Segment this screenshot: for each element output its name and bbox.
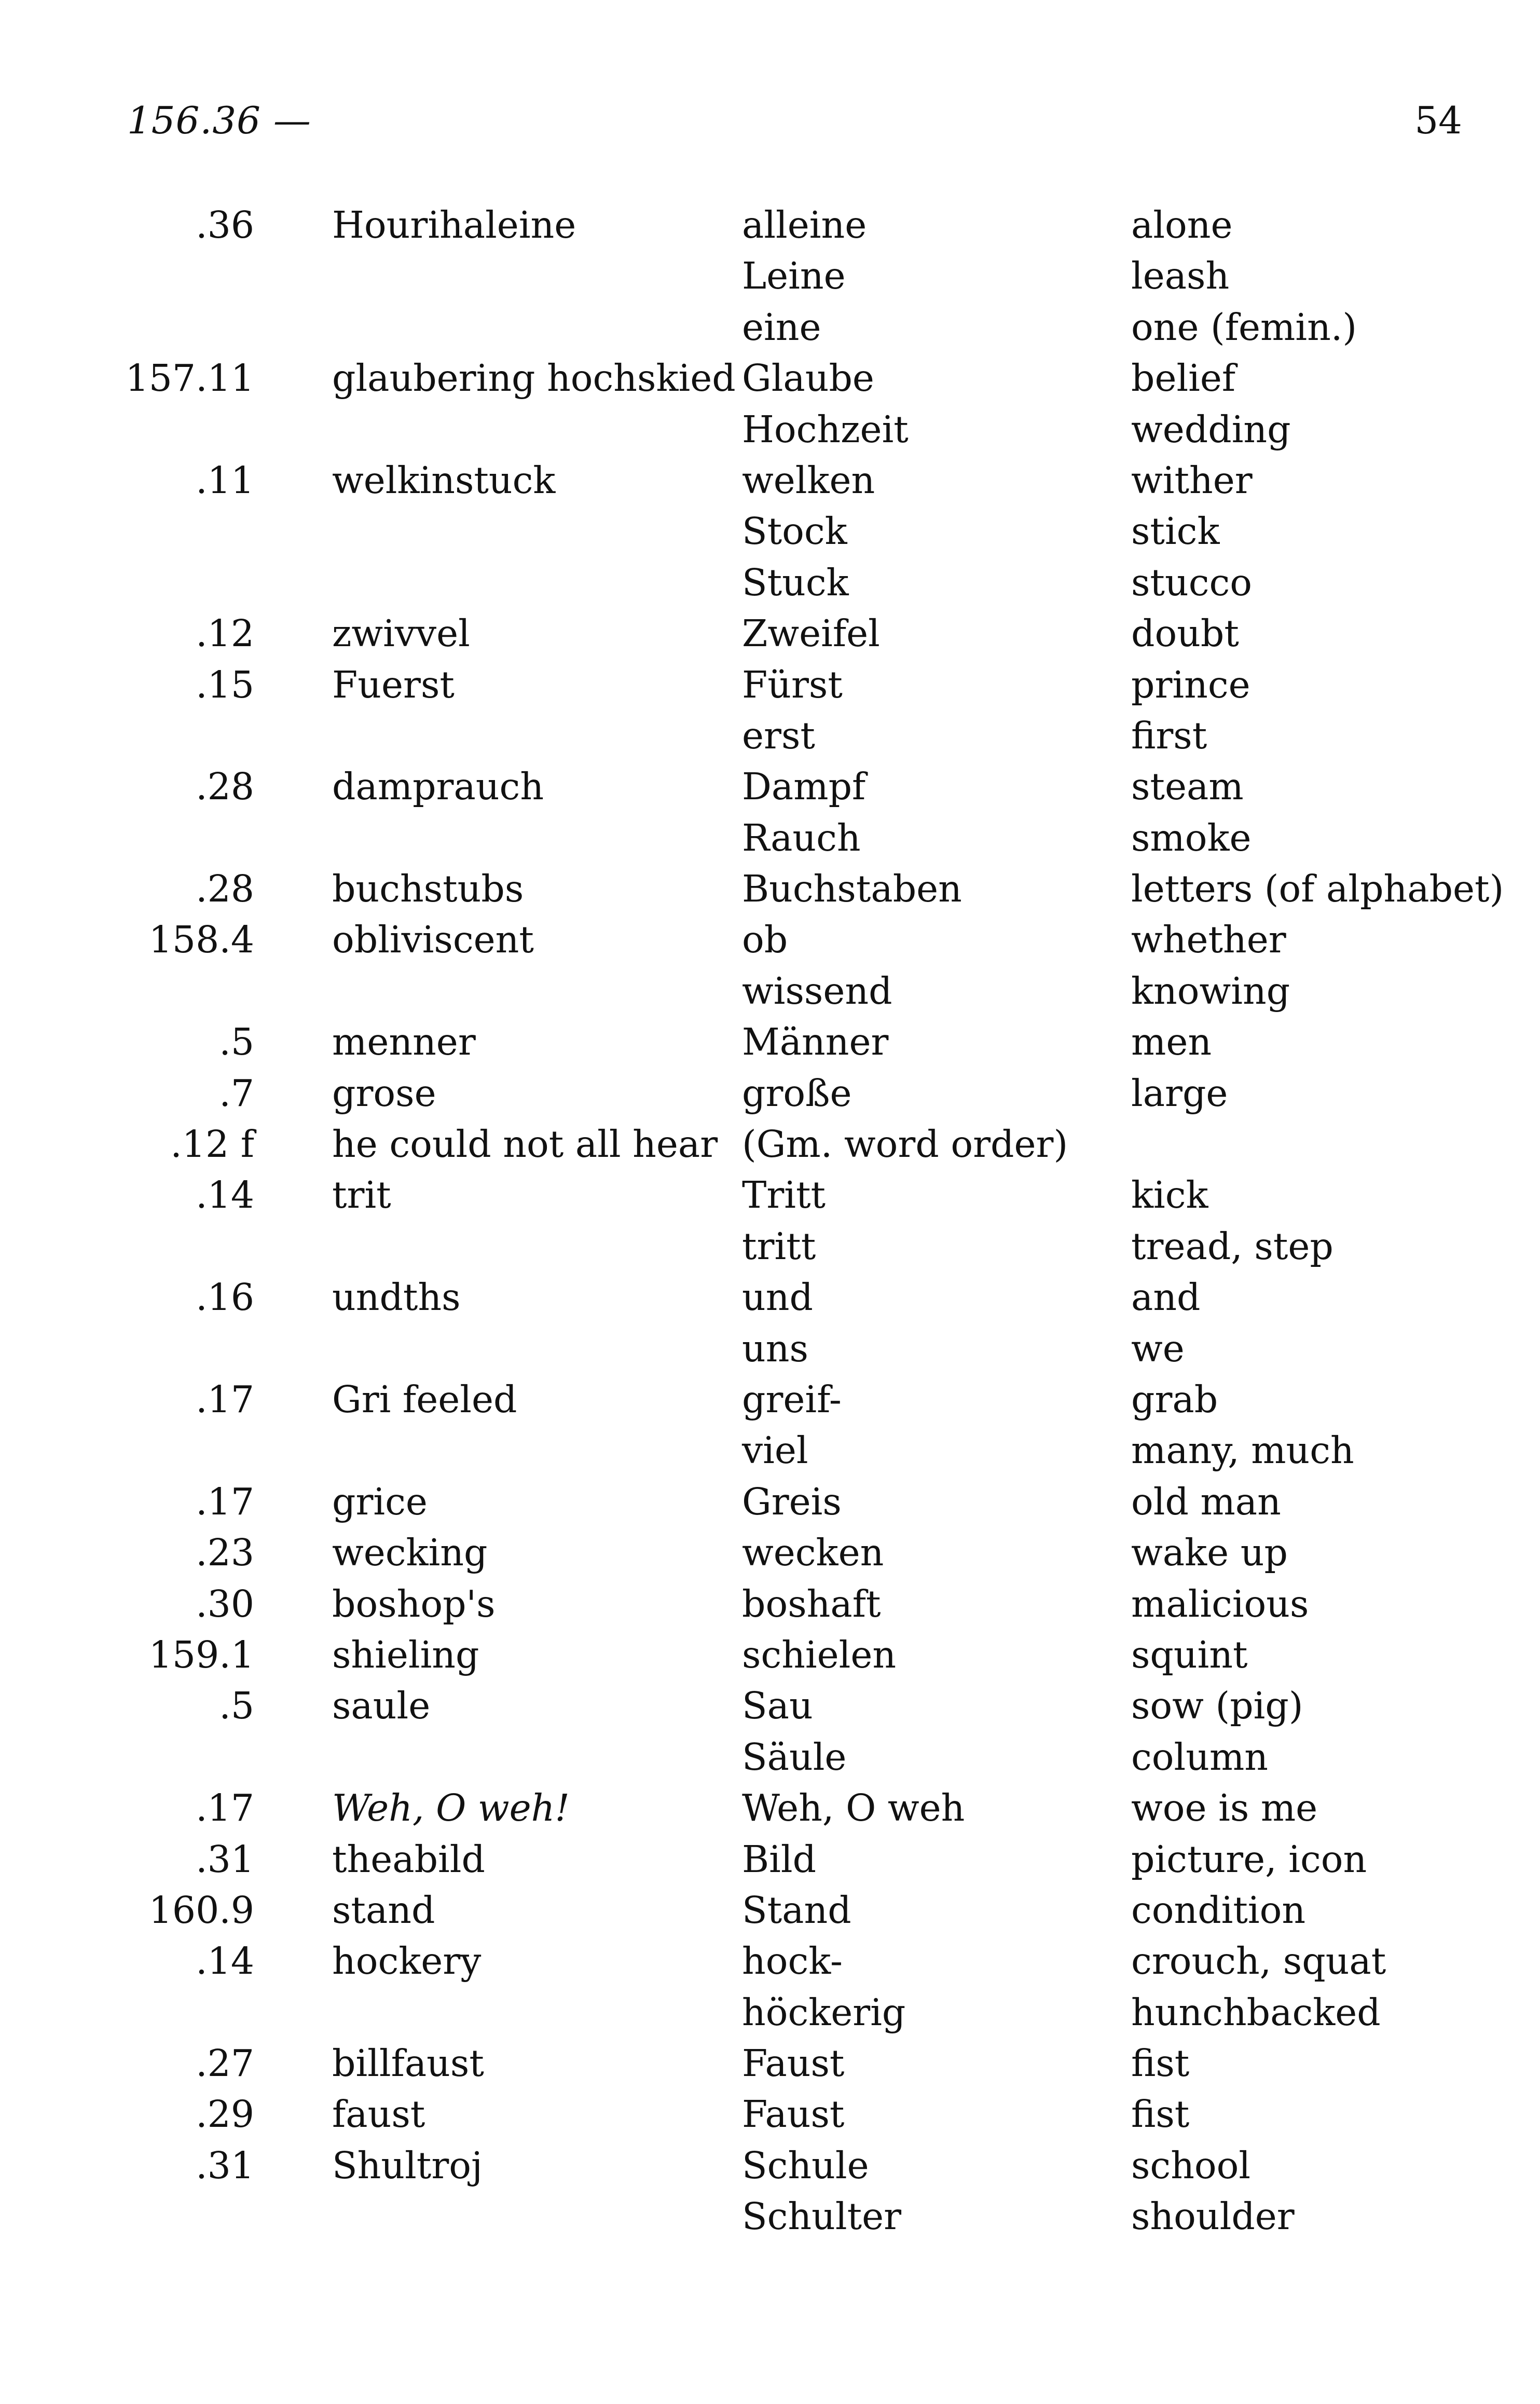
german-word: wecken xyxy=(742,1531,884,1575)
english-gloss: knowing xyxy=(1131,969,1290,1013)
german-word: erst xyxy=(742,714,815,757)
glossary-row xyxy=(0,1119,1540,1170)
english-gloss: stucco xyxy=(1131,561,1252,604)
german-word: Faust xyxy=(742,2042,845,2085)
glossary-row xyxy=(0,353,1540,404)
glossary-row xyxy=(0,711,1540,761)
wake-word: Weh, O weh! xyxy=(332,1786,570,1830)
english-gloss: school xyxy=(1131,2143,1251,2187)
glossary-row xyxy=(0,1425,1540,1476)
german-word: wissend xyxy=(742,969,892,1013)
german-word: boshaft xyxy=(742,1582,881,1626)
german-word: Hochzeit xyxy=(742,407,909,451)
german-word: welken xyxy=(742,458,875,502)
english-gloss: belief xyxy=(1131,357,1236,400)
glossary-table xyxy=(0,200,1540,2243)
english-gloss: wedding xyxy=(1131,407,1291,451)
english-gloss: kick xyxy=(1131,1173,1208,1217)
german-word: uns xyxy=(742,1327,808,1370)
line-reference: .28 xyxy=(196,867,254,911)
wake-word: buchstubs xyxy=(332,867,524,911)
english-gloss: hunchbacked xyxy=(1131,1990,1381,2034)
english-gloss: column xyxy=(1131,1735,1268,1779)
wake-word: trit xyxy=(332,1173,391,1217)
line-reference: .29 xyxy=(196,2093,254,2136)
english-gloss: squint xyxy=(1131,1633,1248,1676)
wake-word: wecking xyxy=(332,1531,488,1575)
glossary-row xyxy=(0,251,1540,302)
german-word: ob xyxy=(742,918,788,962)
line-reference: .11 xyxy=(196,458,254,502)
line-reference: .16 xyxy=(196,1276,254,1319)
glossary-row xyxy=(0,1885,1540,1936)
english-gloss: sow (pig) xyxy=(1131,1684,1303,1728)
german-word: Bild xyxy=(742,1837,817,1881)
glossary-row xyxy=(0,302,1540,353)
glossary-row xyxy=(0,200,1540,251)
wake-word: glaubering hochskied xyxy=(332,357,736,400)
english-gloss: woe is me xyxy=(1131,1786,1318,1830)
english-gloss: shoulder xyxy=(1131,2195,1295,2238)
wake-word: saule xyxy=(332,1684,431,1728)
english-gloss: condition xyxy=(1131,1888,1306,1932)
german-word: eine xyxy=(742,305,821,349)
german-word: Stock xyxy=(742,510,847,553)
english-gloss: malicious xyxy=(1131,1582,1309,1626)
glossary-row xyxy=(0,2140,1540,2191)
glossary-row xyxy=(0,1732,1540,1783)
german-word: Schule xyxy=(742,2143,869,2187)
english-gloss: whether xyxy=(1131,918,1286,962)
line-reference: .5 xyxy=(219,1020,254,1064)
glossary-row xyxy=(0,761,1540,812)
glossary-row xyxy=(0,813,1540,864)
glossary-row xyxy=(0,557,1540,608)
english-gloss: wither xyxy=(1131,458,1253,502)
german-word: Zweifel xyxy=(742,612,880,655)
glossary-row xyxy=(0,864,1540,914)
german-word: Glaube xyxy=(742,357,874,400)
wake-word: zwivvel xyxy=(332,612,470,655)
glossary-row xyxy=(0,1068,1540,1119)
german-word: Dampf xyxy=(742,765,866,809)
glossary-row xyxy=(0,1579,1540,1630)
glossary-row xyxy=(0,2089,1540,2140)
wake-word: Shultroj xyxy=(332,2143,483,2187)
wake-word: Hourihaleine xyxy=(332,203,576,247)
line-reference: .7 xyxy=(219,1071,254,1115)
english-gloss: fist xyxy=(1131,2093,1190,2136)
line-reference: .12 xyxy=(196,612,254,655)
wake-word: faust xyxy=(332,2093,425,2136)
english-gloss: large xyxy=(1131,1071,1228,1115)
german-word: viel xyxy=(742,1429,808,1472)
line-reference: .17 xyxy=(196,1377,254,1421)
wake-word: Gri feeled xyxy=(332,1377,517,1421)
line-reference: .14 xyxy=(196,1939,254,1983)
german-word: Leine xyxy=(742,254,846,298)
glossary-row xyxy=(0,1681,1540,1731)
english-gloss: fist xyxy=(1131,2042,1190,2085)
line-reference: 160.9 xyxy=(148,1888,254,1932)
english-gloss: stick xyxy=(1131,510,1220,553)
line-reference: .14 xyxy=(196,1173,254,1217)
glossary-row xyxy=(0,1783,1540,1834)
line-reference: .31 xyxy=(196,2143,254,2187)
english-gloss: men xyxy=(1131,1020,1212,1064)
line-reference: .17 xyxy=(196,1786,254,1830)
wake-word: undths xyxy=(332,1276,461,1319)
glossary-row xyxy=(0,1272,1540,1323)
german-word: Weh, O weh xyxy=(742,1786,965,1830)
line-reference: .28 xyxy=(196,765,254,809)
english-gloss: one (femin.) xyxy=(1131,305,1357,349)
glossary-row xyxy=(0,966,1540,1017)
english-gloss: picture, icon xyxy=(1131,1837,1367,1881)
german-word: Rauch xyxy=(742,816,861,859)
english-gloss: steam xyxy=(1131,765,1244,809)
glossary-row xyxy=(0,2191,1540,2242)
english-gloss: smoke xyxy=(1131,816,1252,859)
glossary-row xyxy=(0,1170,1540,1221)
german-word: Männer xyxy=(742,1020,889,1064)
line-reference: 158.4 xyxy=(148,918,254,962)
line-reference: .23 xyxy=(196,1531,254,1575)
glossary-row xyxy=(0,1527,1540,1578)
english-gloss: grab xyxy=(1131,1377,1218,1421)
wake-word: Fuerst xyxy=(332,663,455,706)
german-word: Buchstaben xyxy=(742,867,962,911)
line-reference: 157.11 xyxy=(125,357,254,400)
wake-word: obliviscent xyxy=(332,918,534,962)
german-word: (Gm. word order) xyxy=(742,1123,1068,1166)
german-word: hock- xyxy=(742,1939,843,1983)
english-gloss: doubt xyxy=(1131,612,1239,655)
line-reference: .5 xyxy=(219,1684,254,1728)
glossary-row xyxy=(0,660,1540,711)
wake-word: damprauch xyxy=(332,765,544,809)
german-word: höckerig xyxy=(742,1990,906,2034)
german-word: Säule xyxy=(742,1735,847,1779)
page-number: 54 xyxy=(1414,99,1462,142)
german-word: schielen xyxy=(742,1633,897,1676)
english-gloss: we xyxy=(1131,1327,1185,1370)
wake-word: grose xyxy=(332,1071,436,1115)
wake-word: billfaust xyxy=(332,2042,484,2085)
english-gloss: wake up xyxy=(1131,1531,1288,1575)
german-word: Stuck xyxy=(742,561,849,604)
english-gloss: alone xyxy=(1131,203,1233,247)
glossary-row xyxy=(0,1374,1540,1425)
german-word: Schulter xyxy=(742,2195,902,2238)
glossary-row xyxy=(0,1221,1540,1272)
line-reference: .12 f xyxy=(170,1123,254,1166)
wake-word: theabild xyxy=(332,1837,485,1881)
wake-word: stand xyxy=(332,1888,435,1932)
english-gloss: old man xyxy=(1131,1480,1281,1523)
line-reference: .27 xyxy=(196,2042,254,2085)
line-reference: .30 xyxy=(196,1582,254,1626)
german-word: Tritt xyxy=(742,1173,826,1217)
german-word: alleine xyxy=(742,203,867,247)
wake-word: boshop's xyxy=(332,1582,496,1626)
glossary-row xyxy=(0,1017,1540,1068)
glossary-row xyxy=(0,2038,1540,2089)
english-gloss: crouch, squat xyxy=(1131,1939,1386,1983)
english-gloss: leash xyxy=(1131,254,1230,298)
wake-word: welkinstuck xyxy=(332,458,556,502)
german-word: greif- xyxy=(742,1377,842,1421)
german-word: tritt xyxy=(742,1224,816,1268)
german-word: Fürst xyxy=(742,663,843,706)
glossary-row xyxy=(0,1477,1540,1527)
wake-word: menner xyxy=(332,1020,476,1064)
glossary-row xyxy=(0,506,1540,557)
german-word: Greis xyxy=(742,1480,842,1523)
glossary-row xyxy=(0,1936,1540,1987)
glossary-row xyxy=(0,1630,1540,1681)
glossary-row xyxy=(0,1323,1540,1374)
line-reference: .36 xyxy=(196,203,254,247)
german-word: Faust xyxy=(742,2093,845,2136)
wake-word: shieling xyxy=(332,1633,479,1676)
english-gloss: first xyxy=(1131,714,1207,757)
english-gloss: letters (of alphabet) xyxy=(1131,867,1504,911)
line-reference: 159.1 xyxy=(148,1633,254,1676)
glossary-row xyxy=(0,608,1540,659)
english-gloss: and xyxy=(1131,1276,1201,1319)
english-gloss: many, much xyxy=(1131,1429,1354,1472)
wake-word: he could not all hear xyxy=(332,1123,718,1166)
line-reference: .17 xyxy=(196,1480,254,1523)
german-word: Sau xyxy=(742,1684,813,1728)
running-head: 156.36 — xyxy=(127,99,311,142)
wake-word: hockery xyxy=(332,1939,482,1983)
english-gloss: tread, step xyxy=(1131,1224,1333,1268)
glossary-row xyxy=(0,914,1540,965)
line-reference: .15 xyxy=(196,663,254,706)
glossary-row xyxy=(0,404,1540,455)
german-word: und xyxy=(742,1276,813,1319)
line-reference: .31 xyxy=(196,1837,254,1881)
glossary-row xyxy=(0,455,1540,506)
german-word: Stand xyxy=(742,1888,851,1932)
english-gloss: prince xyxy=(1131,663,1250,706)
glossary-row xyxy=(0,1987,1540,2038)
wake-word: grice xyxy=(332,1480,428,1523)
glossary-row xyxy=(0,1834,1540,1885)
german-word: große xyxy=(742,1071,852,1115)
